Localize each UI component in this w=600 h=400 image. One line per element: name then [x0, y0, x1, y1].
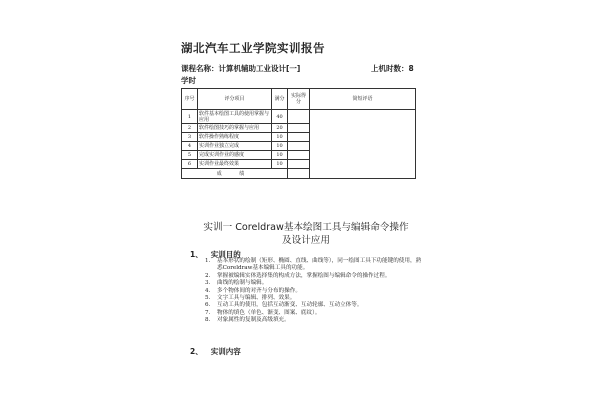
item-number: 3. [205, 280, 211, 287]
header-full-score: 满分 [272, 89, 288, 110]
hours-line [371, 63, 414, 74]
row-full-score: 10 [272, 160, 288, 169]
row-actual-score[interactable] [288, 110, 310, 124]
item-number: 7. [205, 309, 211, 316]
item-number: 8. [205, 317, 211, 324]
item-number: 5. [205, 295, 211, 302]
list-item [205, 280, 425, 287]
row-index: 6 [182, 160, 198, 169]
list-item [205, 317, 425, 324]
objectives-number: 1、 [190, 250, 203, 259]
section-title-line1: 实训一 Coreldraw基本绘图工具与编辑命令操作 [203, 222, 409, 233]
row-index: 4 [182, 142, 198, 151]
comment-cell[interactable] [310, 110, 416, 179]
row-full-score: 10 [272, 142, 288, 151]
course-label: 课程名称： [181, 64, 219, 73]
content-number: 2、 [190, 347, 203, 356]
header-comment: 简短评语 [310, 89, 416, 110]
item-text: 文字工具与编辑、排列、效果。 [217, 295, 296, 302]
row-actual-score[interactable] [288, 124, 310, 133]
total-score-label: 成 绩 [182, 169, 288, 179]
row-index: 5 [182, 151, 198, 160]
grade-header-row [182, 89, 416, 110]
grade-table [181, 88, 416, 179]
header-index: 序号 [182, 89, 198, 110]
row-actual-score[interactable] [288, 133, 310, 142]
objectives-label: 实训目的 [210, 250, 241, 259]
row-item: 软件绘图技巧的掌握与应用 [198, 124, 272, 133]
hours-label: 上机时数： [371, 64, 409, 73]
item-text: 互动工具的使用，包括互动渐变、互动轮廓、互动立体等。 [217, 302, 363, 309]
item-text: 掌握被编辑实体选择集的构成方法，掌握绘图与编辑命令的操作过程。 [217, 272, 391, 279]
item-text: 曲线的绘制与编辑。 [217, 280, 268, 287]
item-number: 2. [205, 272, 211, 279]
section-title-line2: 及设计应用 [282, 235, 330, 246]
list-item [205, 258, 425, 273]
row-actual-score[interactable] [288, 142, 310, 151]
row-index: 1 [182, 110, 198, 124]
row-full-score: 20 [272, 124, 288, 133]
item-text: 基本形状的绘制（矩形、椭圆、直线、曲线等），同一绘图工具下功能键的使用，熟悉Coreldraw基本编辑工具的功能。 [217, 258, 422, 272]
row-item: 软件操作熟练程度 [198, 133, 272, 142]
report-title: 湖北汽车工业学院实训报告 [181, 41, 325, 55]
header-actual-score: 实际得分 [288, 89, 310, 110]
row-item: 软件基本绘图工具的使用掌握与应用 [198, 110, 272, 124]
row-item: 实训作业独立完成 [198, 142, 272, 151]
row-full-score: 40 [272, 110, 288, 124]
item-text: 对象属性的复制及高级填充。 [217, 317, 290, 324]
item-number: 6. [205, 302, 211, 309]
list-item [205, 288, 425, 295]
hours-value: 8 [408, 64, 414, 73]
row-item: 实训作业最终效果 [198, 160, 272, 169]
item-text: 物体的填色（单色、渐变、图案、底纹）。 [217, 309, 321, 316]
section-title [186, 221, 426, 247]
item-number: 4. [205, 287, 211, 294]
objectives-list [205, 258, 425, 325]
content-label: 实训内容 [210, 347, 241, 356]
table-row [182, 110, 416, 124]
row-item: 完成实训作业的感度 [198, 151, 272, 160]
list-item [205, 302, 425, 309]
total-score-value[interactable] [288, 169, 310, 179]
row-full-score: 10 [272, 151, 288, 160]
row-actual-score[interactable] [288, 151, 310, 160]
content-heading [190, 346, 241, 357]
item-text: 多个物体间的对齐与分布的操作。 [217, 287, 301, 294]
row-actual-score[interactable] [288, 160, 310, 169]
header-item: 评分项目 [198, 89, 272, 110]
hours-unit: 学时 [181, 76, 196, 85]
item-number: 1. [205, 258, 211, 264]
row-index: 3 [182, 133, 198, 142]
row-full-score: 10 [272, 133, 288, 142]
row-index: 2 [182, 124, 198, 133]
course-name: 计算机辅助工业设计[一] [218, 64, 301, 73]
